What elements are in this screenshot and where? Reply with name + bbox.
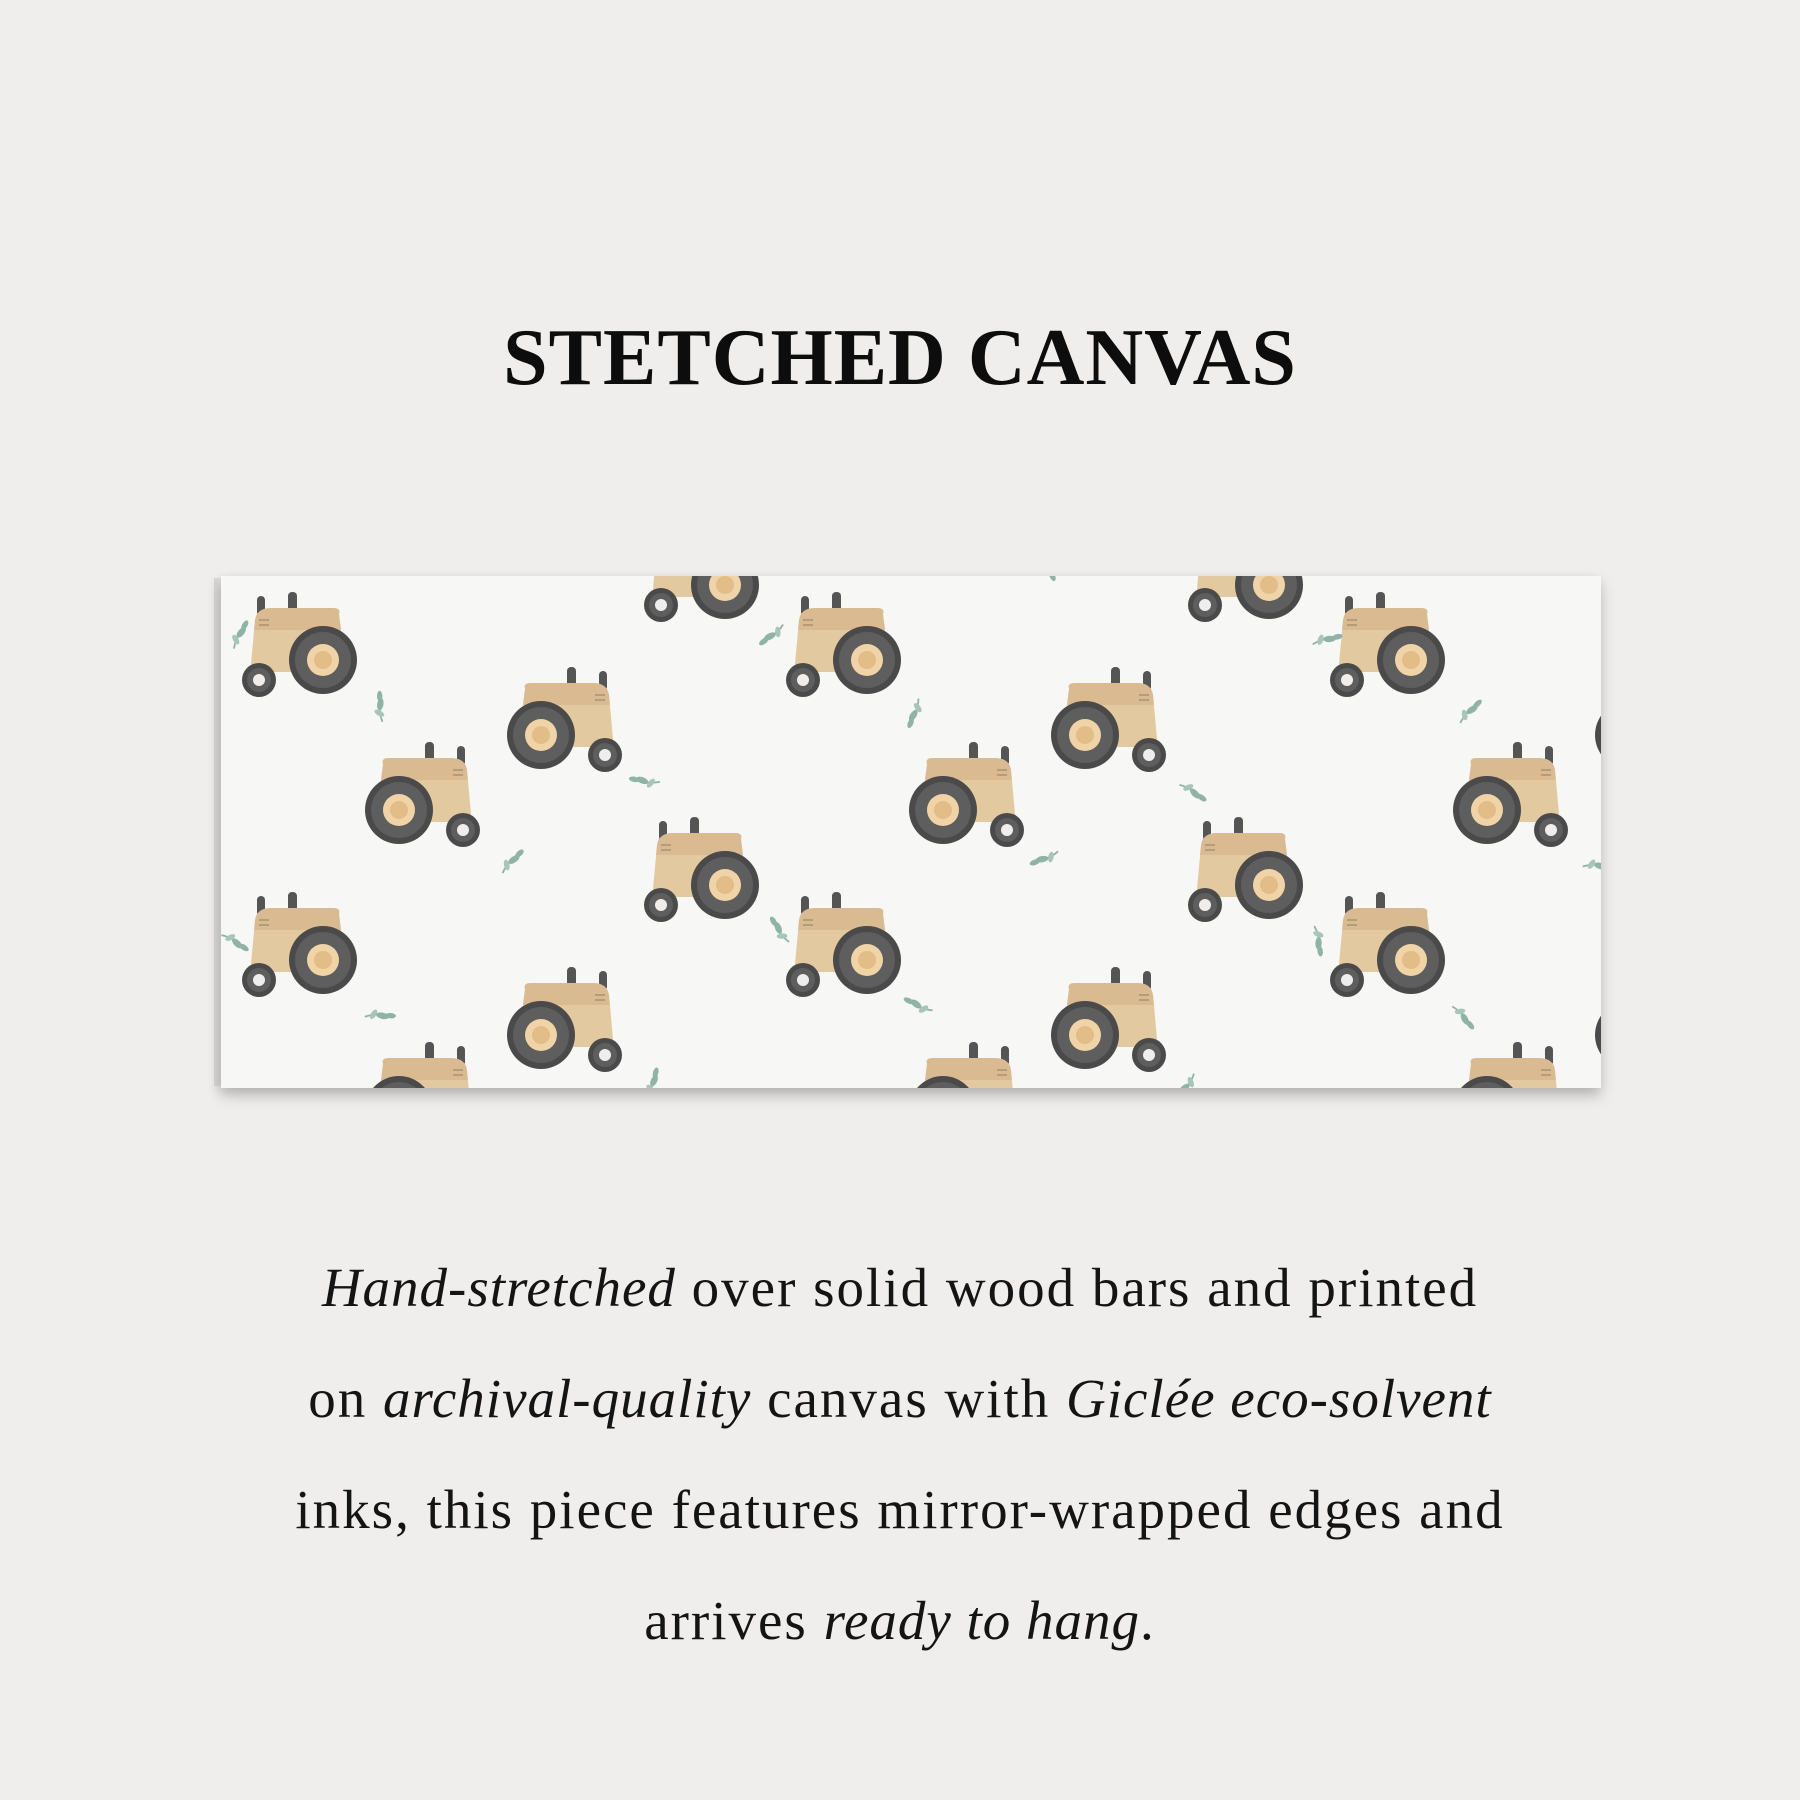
- archival-quality-emphasis: archival-quality: [383, 1368, 752, 1429]
- hand-stretched-emphasis: Hand-stretched: [321, 1257, 676, 1318]
- giclee-emphasis: Giclée eco-solvent: [1066, 1368, 1492, 1429]
- product-description: [150, 1232, 1650, 1676]
- description-text: canvas with: [751, 1368, 1067, 1429]
- description-text: inks, this piece features mirror-wrapped edges and: [295, 1479, 1505, 1540]
- description-text: arrives: [644, 1590, 824, 1651]
- canvas-front: [221, 576, 1601, 1088]
- page-title: STETCHED CANVAS: [503, 314, 1297, 402]
- ready-to-hang-emphasis: ready to hang: [823, 1590, 1141, 1651]
- description-line-3: [150, 1454, 1650, 1565]
- description-text: .: [1140, 1590, 1156, 1651]
- canvas-product-image: [221, 576, 1601, 1088]
- description-text: over solid wood bars and printed: [675, 1257, 1479, 1318]
- description-text: on: [308, 1368, 384, 1429]
- description-line-1: [150, 1232, 1650, 1343]
- description-line-2: [150, 1343, 1650, 1454]
- tractor-pattern-artwork: [221, 576, 1601, 1088]
- description-line-4: [150, 1565, 1650, 1676]
